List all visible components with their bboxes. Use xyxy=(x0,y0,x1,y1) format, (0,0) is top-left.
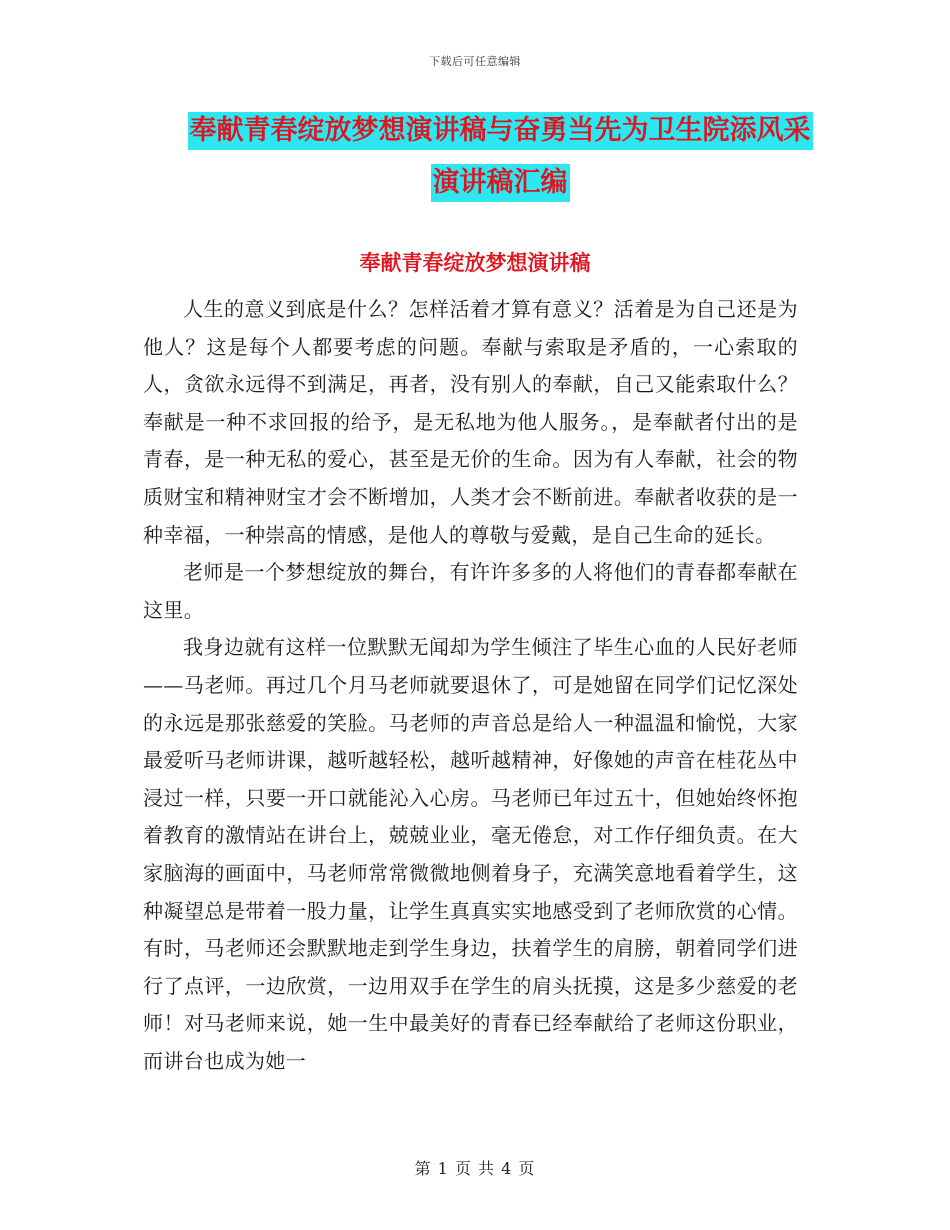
paragraph: 老师是一个梦想绽放的舞台，有许许多多的人将他们的青春都奉献在这里。 xyxy=(143,560,798,622)
section-heading: 奉献青春绽放梦想演讲稿 xyxy=(359,250,591,275)
paragraph: 我身边就有这样一位默默无闻却为学生倾注了毕生心血的人民好老师——马老师。再过几个月马老师就要退休了，可是她留在同学们记忆深处的永远是那张慈爱的笑脸。马老师的声音总是给人一种温温和愉悦，大家最爱听马老师讲课，越听越轻松，越听越精神，好像她的声音在桂花丛中浸过一样，只要一开口就能沁入心房。马老师已年过五十，但她始终怀抱着教育的激情站在讲台上，兢兢业业，毫无倦怠，对工作仔细负责。在大家脑海的画面中，马老师常常微微地侧着身子，充满笑意地看着学生，这种凝望总是带着一股力量，让学生真真实实地感受到了老师欣赏的心情。有时，马老师还会默默地走到学生身边，扶着学生的肩膀，朝着同学们进行了点评，一边欣赏，一边用双手在学生的肩头抚摸，这是多少慈爱的老师！对马老师来说，她一生中最美好的青春已经奉献给了老师这份职业，而讲台也成为她一 xyxy=(143,635,798,1073)
title-line-2: 演讲稿汇编 xyxy=(431,164,570,202)
paragraph: 人生的意义到底是什么？怎样活着才算有意义？活着是为自己还是为他人？这是每个人都要考虑的问题。奉献与索取是矛盾的，一心索取的人，贪欲永远得不到满足，再者，没有别人的奉献，自己又能索取什么？奉献是一种不求回报的给予，是无私地为他人服务。，是奉献者付出的是青春，是一种无私的爱心，甚至是无价的生命。因为有人奉献，社会的物质财宝和精神财宝才会不断增加，人类才会不断前进。奉献者收获的是一种幸福，一种崇高的情感，是他人的尊敬与爱戴，是自己生命的延长。 xyxy=(143,297,798,547)
document-title xyxy=(150,112,850,202)
title-line-1: 奉献青春绽放梦想演讲稿与奋勇当先为卫生院添风采 xyxy=(188,112,813,150)
page-number: 第 1 页 共 4 页 xyxy=(414,1159,536,1178)
header-note: 下载后可任意编辑 xyxy=(429,55,521,68)
body-text xyxy=(143,291,798,1080)
